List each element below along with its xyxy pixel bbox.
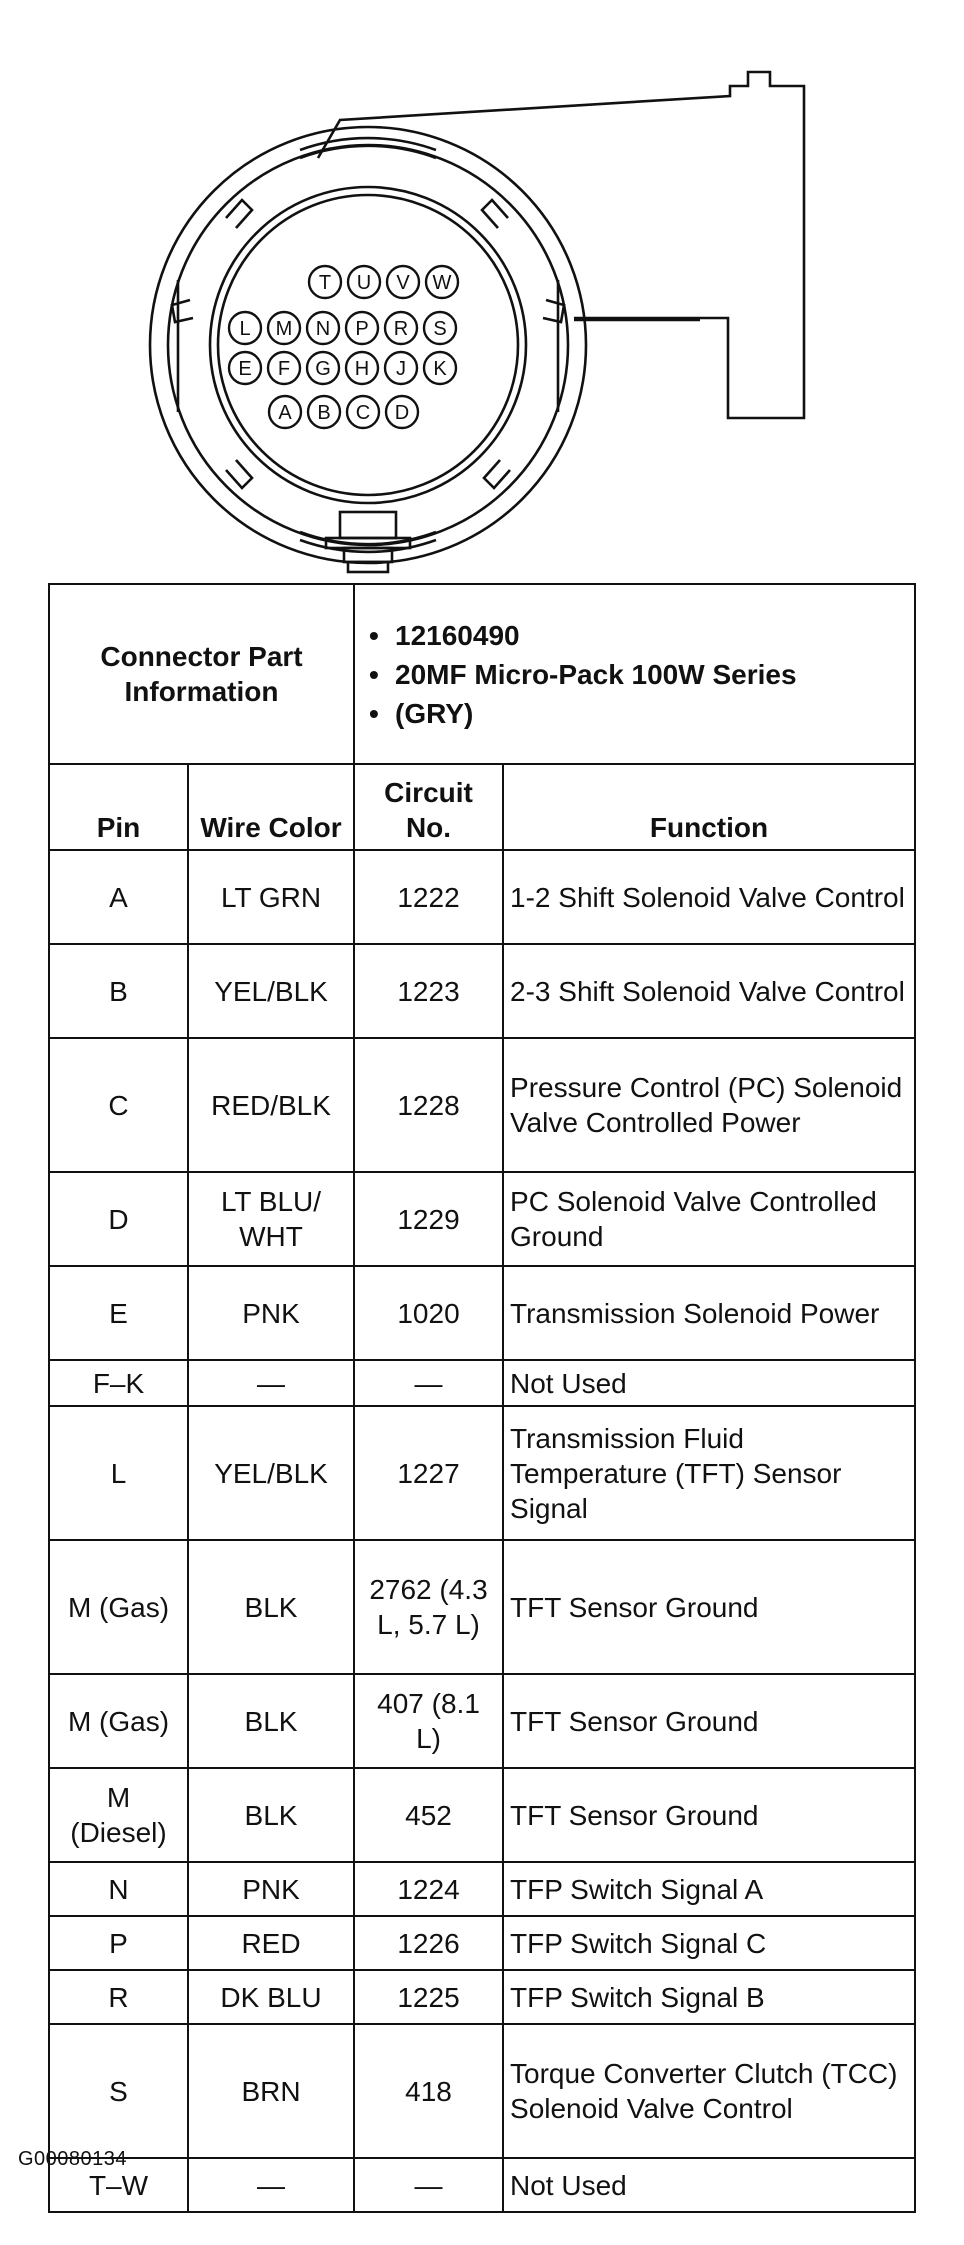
figure-id: G00080134	[18, 2148, 128, 2170]
pin-cell: A	[49, 850, 188, 944]
function-cell: 2-3 Shift Solenoid Valve Control	[503, 944, 915, 1038]
pin-label: D	[394, 402, 410, 424]
connector-pinout-table	[48, 583, 916, 2213]
table-row	[49, 1540, 915, 1674]
part-info-cell	[354, 584, 915, 764]
pin-label: G	[315, 358, 331, 380]
circuit-cell: 1228	[354, 1038, 503, 1172]
circuit-cell: 407 (8.1 L)	[354, 1674, 503, 1768]
table-row	[49, 1406, 915, 1540]
pin-label: N	[315, 318, 331, 340]
pin-label: J	[396, 358, 406, 380]
table-row	[49, 1172, 915, 1266]
pin-cell: T–W	[49, 2158, 188, 2212]
pin-cell: L	[49, 1406, 188, 1540]
pin-cell: M (Gas)	[49, 1540, 188, 1674]
pin-label: S	[433, 318, 447, 340]
table-row	[49, 1768, 915, 1862]
pin-label: L	[239, 318, 251, 340]
pin-label: A	[278, 402, 292, 424]
table-row	[49, 1360, 915, 1406]
connector-series: • 20MF Micro-Pack 100W Series	[361, 657, 908, 692]
pin-cell: S	[49, 2024, 188, 2158]
pin-label: P	[355, 318, 369, 340]
function-cell: TFP Switch Signal B	[503, 1970, 915, 2024]
wire-color-cell: BLK	[188, 1674, 354, 1768]
wire-color-cell: PNK	[188, 1266, 354, 1360]
table-row	[49, 1862, 915, 1916]
wire-color-cell: YEL/BLK	[188, 1406, 354, 1540]
table-row	[49, 850, 915, 944]
pin-label: F	[277, 358, 291, 380]
pin-cell: C	[49, 1038, 188, 1172]
part-info-list	[361, 618, 908, 731]
pin-label: U	[356, 272, 372, 294]
circuit-cell: 1020	[354, 1266, 503, 1360]
wire-color-cell: LT GRN	[188, 850, 354, 944]
function-cell: TFP Switch Signal A	[503, 1862, 915, 1916]
pin-label: T	[318, 272, 332, 294]
table-row	[49, 1038, 915, 1172]
col-header-circuit: Circuit No.	[354, 764, 503, 850]
part-info-row	[49, 584, 915, 764]
connector-diagram	[0, 0, 964, 575]
function-cell: TFP Switch Signal C	[503, 1916, 915, 1970]
circuit-cell: —	[354, 1360, 503, 1406]
part-info-label: Connector Part Information	[49, 584, 354, 764]
circuit-cell: 1222	[354, 850, 503, 944]
circuit-cell: 1229	[354, 1172, 503, 1266]
circuit-cell: 1224	[354, 1862, 503, 1916]
wire-color-cell: RED/BLK	[188, 1038, 354, 1172]
function-cell: TFT Sensor Ground	[503, 1540, 915, 1674]
pin-label: B	[317, 402, 331, 424]
pin-label: V	[396, 272, 410, 294]
wire-color-cell: —	[188, 1360, 354, 1406]
circuit-cell: 1225	[354, 1970, 503, 2024]
function-cell: Transmission Solenoid Power	[503, 1266, 915, 1360]
function-cell: Not Used	[503, 1360, 915, 1406]
pin-cell: M (Diesel)	[49, 1768, 188, 1862]
part-number: • 12160490	[361, 618, 908, 653]
col-header-wire-color: Wire Color	[188, 764, 354, 850]
col-header-function: Function	[503, 764, 915, 850]
circuit-cell: 2762 (4.3 L, 5.7 L)	[354, 1540, 503, 1674]
col-header-pin: Pin	[49, 764, 188, 850]
table-row	[49, 944, 915, 1038]
table-row	[49, 1266, 915, 1360]
function-cell: Transmission Fluid Temperature (TFT) Sensor Signal	[503, 1406, 915, 1540]
function-cell: 1-2 Shift Solenoid Valve Control	[503, 850, 915, 944]
wire-color-cell: PNK	[188, 1862, 354, 1916]
pin-cell: D	[49, 1172, 188, 1266]
wire-color-cell: BRN	[188, 2024, 354, 2158]
pin-label: E	[238, 358, 252, 380]
pin-cell: M (Gas)	[49, 1674, 188, 1768]
wire-color-cell: DK BLU	[188, 1970, 354, 2024]
wire-color-cell: RED	[188, 1916, 354, 1970]
wire-color-cell: LT BLU/ WHT	[188, 1172, 354, 1266]
table-row	[49, 2024, 915, 2158]
circuit-cell: 1223	[354, 944, 503, 1038]
pin-cell: N	[49, 1862, 188, 1916]
wire-color-cell: BLK	[188, 1540, 354, 1674]
table-row	[49, 1916, 915, 1970]
circuit-cell: 452	[354, 1768, 503, 1862]
pin-cell: F–K	[49, 1360, 188, 1406]
pin-label: W	[432, 272, 452, 294]
circuit-cell: —	[354, 2158, 503, 2212]
circuit-cell: 1226	[354, 1916, 503, 1970]
pin-cell: B	[49, 944, 188, 1038]
pin-label: H	[354, 358, 370, 380]
function-cell: Pressure Control (PC) Solenoid Valve Controlled Power	[503, 1038, 915, 1172]
connector-color: • (GRY)	[361, 696, 908, 731]
column-header-row	[49, 764, 915, 850]
circuit-cell: 1227	[354, 1406, 503, 1540]
pin-label: M	[275, 318, 293, 340]
pin-grid	[229, 266, 458, 428]
function-cell: TFT Sensor Ground	[503, 1674, 915, 1768]
function-cell: Torque Converter Clutch (TCC) Solenoid Valve Control	[503, 2024, 915, 2158]
circuit-cell: 418	[354, 2024, 503, 2158]
table-row	[49, 1674, 915, 1768]
function-cell: TFT Sensor Ground	[503, 1768, 915, 1862]
pin-cell: R	[49, 1970, 188, 2024]
function-cell: Not Used	[503, 2158, 915, 2212]
pin-label: K	[433, 358, 447, 380]
pin-label: R	[393, 318, 409, 340]
pin-cell: E	[49, 1266, 188, 1360]
table-row	[49, 1970, 915, 2024]
pin-label: C	[355, 402, 371, 424]
table-row	[49, 2158, 915, 2212]
wire-color-cell: BLK	[188, 1768, 354, 1862]
wire-color-cell: —	[188, 2158, 354, 2212]
pin-cell: P	[49, 1916, 188, 1970]
wire-color-cell: YEL/BLK	[188, 944, 354, 1038]
function-cell: PC Solenoid Valve Controlled Ground	[503, 1172, 915, 1266]
